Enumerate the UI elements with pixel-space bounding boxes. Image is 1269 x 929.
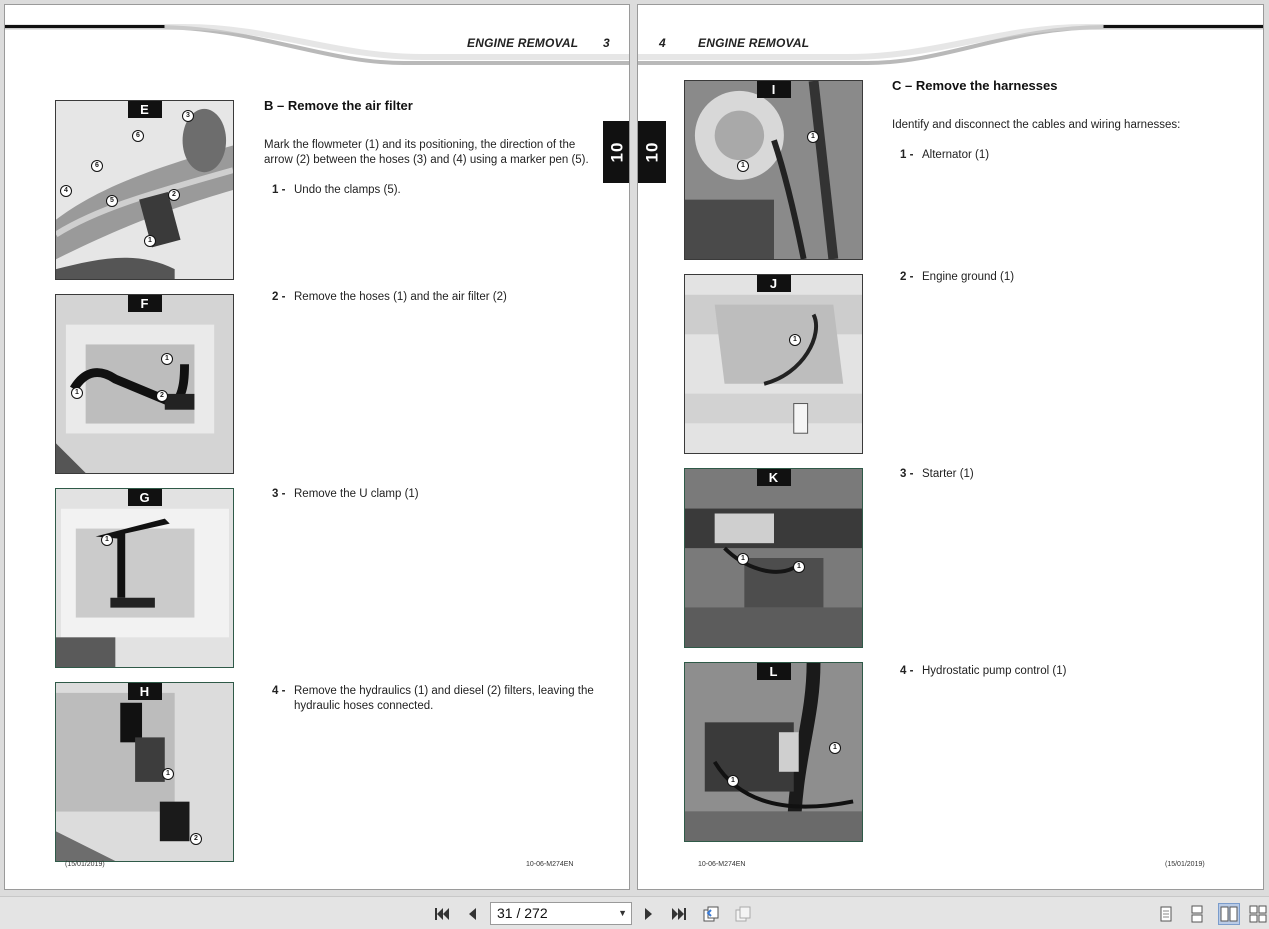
callout: 5: [106, 195, 118, 207]
figure-letter: F: [128, 295, 162, 312]
page-number-input[interactable]: 31 / 272 ▼: [490, 902, 632, 925]
callout: 1: [727, 775, 739, 787]
callout: 6: [132, 130, 144, 142]
callout: 1: [161, 353, 173, 365]
step: 2 - Remove the hoses (1) and the air filter (2): [272, 291, 507, 303]
section-title: C – Remove the harnesses: [892, 78, 1058, 93]
callout: 1: [737, 160, 749, 172]
callout: 1: [807, 131, 819, 143]
engine-ground-illustration: [685, 275, 862, 453]
viewer-toolbar: [0, 896, 1269, 929]
callout: 1: [789, 334, 801, 346]
callout: 1: [144, 235, 156, 247]
step: 3 - Remove the U clamp (1): [272, 488, 419, 500]
figure-letter: K: [757, 469, 791, 486]
page-number: 4: [659, 36, 666, 50]
first-page-icon[interactable]: [431, 903, 453, 925]
footer-code: 10-06-M274EN: [526, 861, 574, 868]
last-page-icon[interactable]: [668, 903, 690, 925]
figure-e-photo: [55, 100, 234, 280]
step: 1 - Alternator (1): [900, 149, 990, 161]
filters-illustration: [56, 683, 233, 861]
figure-i-photo: [684, 80, 863, 260]
callout: 4: [60, 185, 72, 197]
next-page-icon[interactable]: [638, 903, 660, 925]
continuous-facing-view-icon[interactable]: [1247, 903, 1269, 925]
footer-code: 10-06-M274EN: [698, 861, 746, 868]
chapter-tab: 10: [638, 121, 666, 183]
figure-letter: E: [128, 101, 162, 118]
step: 4 - Remove the hydraulics (1) and diesel (2) filters, leaving the hydraulic hoses connected.: [272, 685, 594, 712]
figure-letter: I: [757, 81, 791, 98]
section-title: B – Remove the air filter: [264, 98, 413, 113]
footer-date: (15/01/2019): [65, 861, 105, 868]
figure-letter: G: [128, 489, 162, 506]
chevron-down-icon[interactable]: ▼: [618, 908, 627, 918]
figure-letter: H: [128, 683, 162, 700]
previous-view-icon[interactable]: [700, 903, 722, 925]
callout: 1: [101, 534, 113, 546]
single-page-view-icon[interactable]: [1155, 903, 1177, 925]
figure-g-photo: [55, 488, 234, 668]
page-number: 3: [603, 36, 610, 50]
callout: 1: [162, 768, 174, 780]
figure-k-photo: [684, 468, 863, 648]
step: 4 - Hydrostatic pump control (1): [900, 665, 1067, 677]
alternator-illustration: [685, 81, 862, 259]
right-page: [637, 4, 1264, 890]
engine-bay-illustration: [56, 295, 233, 473]
callout: 2: [190, 833, 202, 845]
callout: 2: [156, 390, 168, 402]
callout: 1: [829, 742, 841, 754]
callout: 1: [737, 553, 749, 565]
callout: 1: [71, 387, 83, 399]
continuous-view-icon[interactable]: [1186, 903, 1208, 925]
figure-letter: L: [757, 663, 791, 680]
figure-h-photo: [55, 682, 234, 862]
section-intro: Mark the flowmeter (1) and its positioning, the direction of the arrow (2) between the hoses (3) and (4) using a marker pen (5).: [264, 139, 589, 166]
u-clamp-illustration: [56, 489, 233, 667]
step: 3 - Starter (1): [900, 468, 974, 480]
step: 2 - Engine ground (1): [900, 271, 1015, 283]
header-title: ENGINE REMOVAL: [467, 36, 579, 50]
callout: 2: [168, 189, 180, 201]
callout: 3: [182, 110, 194, 122]
figure-j-photo: [684, 274, 863, 454]
air-intake-illustration: [56, 101, 233, 279]
starter-illustration: [685, 469, 862, 647]
figure-f-photo: [55, 294, 234, 474]
left-page: [4, 4, 630, 890]
footer-date: (15/01/2019): [1165, 861, 1205, 868]
previous-page-icon[interactable]: [461, 903, 483, 925]
callout: 1: [793, 561, 805, 573]
next-view-icon[interactable]: [732, 903, 754, 925]
section-intro: Identify and disconnect the cables and wiring harnesses:: [892, 119, 1181, 131]
header-title: ENGINE REMOVAL: [698, 36, 810, 50]
step: 1 - Undo the clamps (5).: [272, 184, 401, 196]
callout: 6: [91, 160, 103, 172]
figure-letter: J: [757, 275, 791, 292]
chapter-tab: 10: [603, 121, 630, 183]
figure-l-photo: [684, 662, 863, 842]
facing-view-icon[interactable]: [1218, 903, 1240, 925]
